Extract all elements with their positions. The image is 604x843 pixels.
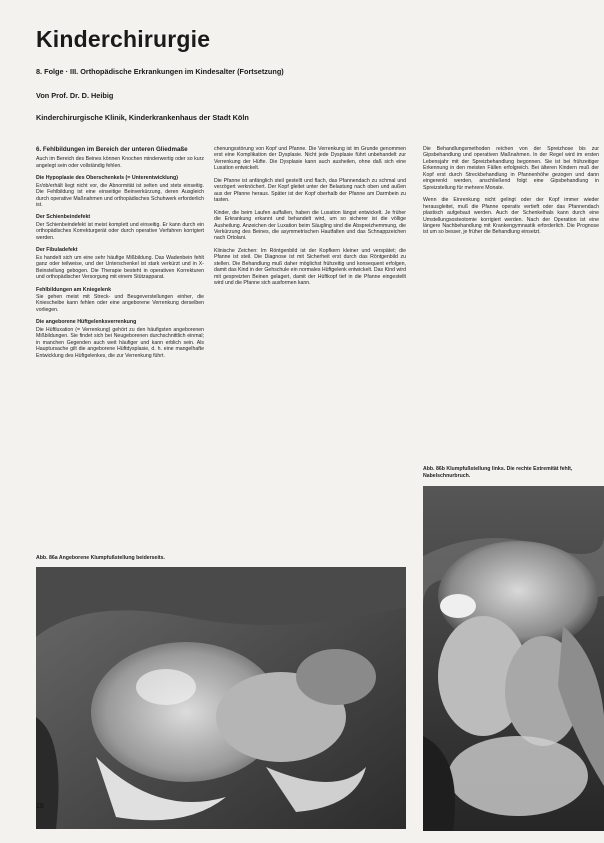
section-intro: Auch im Bereich des Beines können Knochen minderwertig oder so kurz angelegt sein oder vollständig fehlen. (36, 156, 204, 169)
block-heading: Die angeborene Hüftgelenksverrenkung (36, 319, 137, 326)
block-heading: Der Fibuladefekt (36, 247, 78, 254)
text-column-middle (214, 146, 406, 571)
block-text: Er/ob/erhält liegt nicht vor, die Abnormität ist selten und stets einseitig. Die Fehlbildung ist eine einseitige Beinverkürzung, deren Ausgleich durch operative Maßnahmen und orthopädisches Schuhwerk erforderlich ist. (36, 182, 204, 209)
text-block (36, 175, 204, 208)
paragraph: Wenn die Einrenkung nicht gelingt oder der Kopf immer wieder herausgleitet, muß die Pfanne operativ vertieft oder das Pfannendach plastisch aufgebaut werden. Auch der Schenkelhals kann durch eine Umstellungsosteotomie korrigiert werden. Nach der Operation ist eine längere Nachbehandlung mit Krankengymnastik erforderlich. Die Prognose ist um so besser, je früher die Behandlung einsetzt. (423, 197, 599, 236)
institution-line: Kinderchirurgische Klinik, Kinderkrankenhaus der Stadt Köln (36, 113, 249, 122)
paragraph: chenungsstörung von Kopf und Pfanne. Die Verrenkung ist im Grunde genommen erst eine Komplikation der Dysplasie. Nicht jede Dysplasie führt unbehandelt zur Verrenkung der Hüfte. Die Dysplasie kann auch ausheilen, ohne daß sich eine Luxation entwickelt. (214, 146, 406, 172)
section-heading: 6. Fehlbildungen im Bereich der unteren Gliedmaße (36, 146, 188, 153)
series-line: 8. Folge · III. Orthopädische Erkrankungen im Kindesalter (Fortsetzung) (36, 67, 284, 76)
block-heading: Die Hypoplasie des Oberschenkels (= Unterentwicklung) (36, 175, 179, 182)
photo-left (36, 567, 406, 829)
text-block (36, 247, 204, 280)
block-text: Die Hüftluxation (= Verrenkung) gehört zu den häufigsten angeborenen Mißbildungen. Sie findet sich bei Neugeborenen durchschnittlich einmal; in manchen Gegenden auch weit häufiger und kann erblich sein. Als Hauptursache gilt die angeborene Hüftdysplasie, d. h. eine mangelhafte Entwicklung des Hüftgelenkes, die zur Verrenkung führt. (36, 326, 204, 359)
page-number: 18 (36, 803, 44, 810)
figure-caption-right: Abb. 86b Klumpfußstellung links. Die rechte Extremität fehlt, Nabelschnurbruch. (423, 466, 573, 479)
text-column-right (423, 146, 599, 462)
paragraph: Klinische Zeichen: Im Röntgenbild ist der Kopfkern kleiner und verspätet; die Pfanne ist steil. Die Diagnose ist mit Sicherheit erst durch das Röntgenbild zu stellen. Die Behandlung muß daher möglichst frühzeitig und konsequent erfolgen, damit das Kind in der Gehschule ein normales Hüftgelenk entwickelt. Das Kind wird mit gespreizten Beinen gelagert, damit der Hüftkopf tief in die Pfanne eingestellt wird und die Pfanne sich ausformen kann. (214, 247, 406, 287)
block-heading: Der Schienbeindefekt (36, 214, 91, 221)
paragraph: Kinder, die beim Laufen auffallen, haben die Luxation längst entwickelt. Je früher die Erkrankung erkannt und behandelt wird, um so sicherer ist die völlige Ausheilung. Anzeichen der Luxation beim Säugling sind die Abspreizhemmung, die Verkürzung des Beines, die asymmetrischen Hautfalten und das Schnappzeichen nach Ortolani. (214, 209, 406, 242)
paragraph: Die Behandlungsmethoden reichen von der Spreizhose bis zur Gipsbehandlung und operativen Maßnahmen. In der Regel wird im ersten Lebensjahr mit der Spreizbehandlung begonnen. Sie ist bei frühzeitiger Erkennung in den meisten Fällen erfolgreich. Bei älteren Kindern muß der Kopf erst durch Streckbehandlung in Pfannenhöhe gezogen und dann eingerenkt werden, anschließend folgt eine Gipsbehandlung in Spreizstellung für mehrere Monate. (423, 146, 599, 191)
photo-right (423, 486, 604, 831)
text-block (36, 214, 204, 241)
photo-left-image (36, 567, 406, 829)
paragraph: Die Pfanne ist anfänglich steil gestellt und flach, das Pfannendach zu schmal und verzögert verknöchert. Der Kopf gleitet unter der Belastung nach oben und außen aus der Pfanne heraus. Später ist der Kopf oberhalb der Pfanne am Darmbein zu tasten. (214, 177, 406, 204)
text-block (36, 319, 204, 359)
text-column-left (36, 146, 204, 546)
block-text: Sie gehen meist mit Streck- und Beugeverstellungen einher, die Kniescheibe kann fehlen oder eine angeborene Verrenkung derselben vorliegen. (36, 294, 204, 313)
author-line: Von Prof. Dr. D. Heibig (36, 91, 114, 100)
block-heading: Fehlbildungen am Kniegelenk (36, 286, 112, 293)
photo-right-image (423, 486, 604, 831)
figure-caption-left: Abb. 86a Angeborene Klumpfußstellung beiderseits. (36, 555, 165, 561)
block-text: Es handelt sich um eine sehr häufige Mißbildung. Das Wadenbein fehlt ganz oder teilweise, und der Unterschenkel ist stark verkürzt und in X-Beinstellung gebogen. Die Therapie besteht in operativen Korrekturen und orthopädischer Versorgung mit einem Stützapparat. (36, 254, 204, 281)
block-text: Der Schienbeindefekt ist meist komplett und einseitig. Er kann durch ein orthopädisches Korrekturgerät oder durch operative Verfahren korrigiert werden. (36, 221, 204, 241)
text-block (36, 287, 204, 314)
page-title: Kinderchirurgie (36, 26, 211, 52)
